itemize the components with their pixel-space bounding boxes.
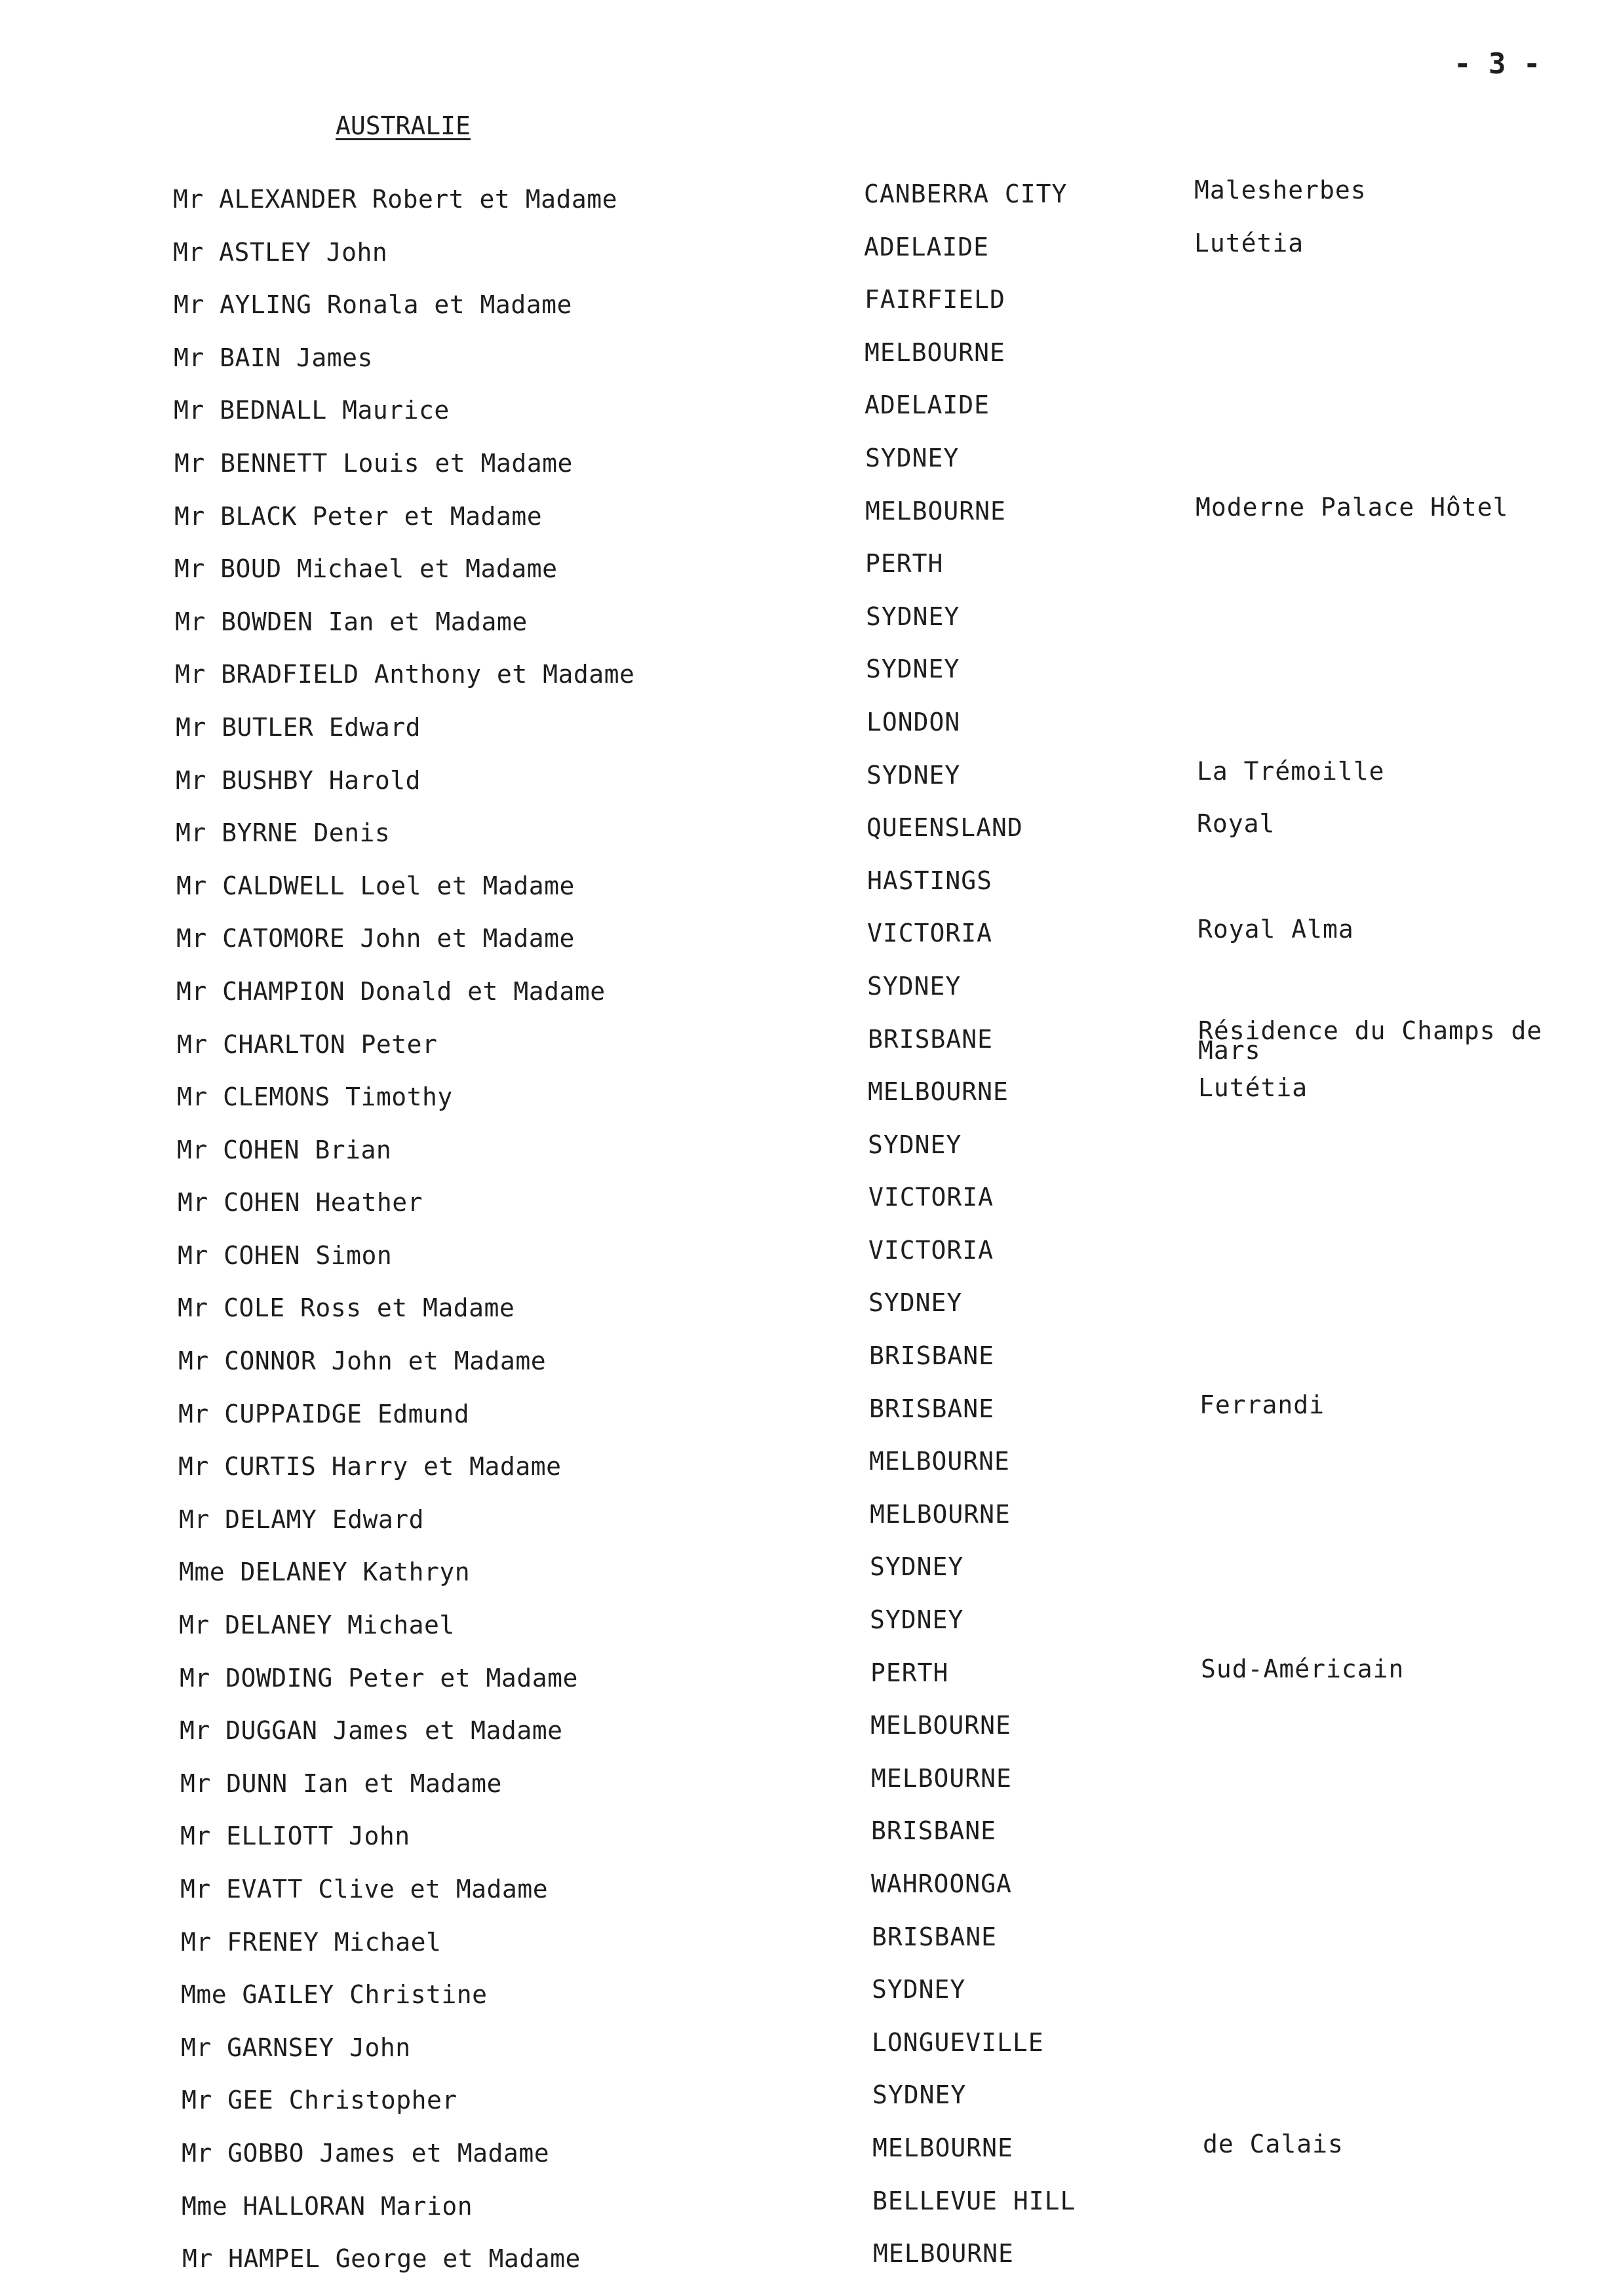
list-item [4, 1016, 1615, 1073]
guest-city: ADELAIDE [865, 391, 990, 420]
guest-city: MELBOURNE [868, 1077, 1009, 1107]
guest-city: SYDNEY [870, 1552, 964, 1582]
guest-city: SYDNEY [866, 655, 960, 684]
guest-city: BRISBANE [872, 1922, 998, 1951]
guest-name: Mr AYLING Ronala et Madame [174, 290, 572, 320]
list-item [9, 2181, 1615, 2234]
guest-hotel: Ferrandi [1199, 1390, 1325, 1419]
list-item [5, 1389, 1615, 1442]
guest-city: SYDNEY [872, 2080, 967, 2110]
list-item [7, 1759, 1615, 1812]
list-item [1, 491, 1615, 545]
list-item [8, 1970, 1615, 2023]
guest-name: Mr DUGGAN James et Madame [180, 1716, 563, 1746]
guest-city: LONDON [866, 707, 961, 737]
guest-city: MELBOURNE [872, 2133, 1013, 2162]
guest-hotel: Royal Alma [1197, 915, 1354, 944]
list-item [3, 913, 1615, 966]
guest-city: SYDNEY [868, 1130, 962, 1159]
guest-city: HASTINGS [867, 866, 993, 895]
guest-city: BRISBANE [871, 1816, 997, 1846]
guest-name: Mr CLEMONS Timothy [177, 1082, 453, 1112]
guest-city: LONGUEVILLE [872, 2027, 1044, 2057]
guest-city: VICTORIA [868, 1235, 994, 1265]
guest-city: SYDNEY [870, 1605, 964, 1635]
list-item [3, 702, 1615, 756]
guest-hotel: Moderne Palace Hôtel [1196, 492, 1509, 522]
guest-name: Mme HALLORAN Marion [182, 2191, 473, 2221]
guest-name: Mr CHARLTON Peter [177, 1029, 438, 1059]
list-item [8, 1917, 1615, 1970]
guest-name: Mr BOWDEN Ian et Madame [175, 607, 528, 636]
guest-city: FAIRFIELD [865, 285, 1005, 315]
list-item [2, 649, 1615, 702]
list-item [4, 1125, 1615, 1178]
guest-name: Mr CURTIS Harry et Madame [178, 1452, 562, 1482]
section-heading: AUSTRALIE [336, 111, 471, 140]
guest-name: Mr DOWDING Peter et Madame [180, 1663, 578, 1693]
guest-city: SYDNEY [866, 760, 961, 790]
guest-city: SYDNEY [868, 1288, 963, 1318]
guest-name: Mr CUPPAIDGE Edmund [178, 1399, 470, 1428]
guest-name: Mr COLE Ross et Madame [178, 1293, 515, 1323]
list-item [9, 2075, 1615, 2128]
guest-city: PERTH [870, 1658, 949, 1687]
guest-hotel: Sud-Américain [1201, 1654, 1405, 1683]
guest-name: Mr BAIN James [174, 343, 373, 372]
guest-name: Mr CHAMPION Donald et Madame [176, 976, 606, 1006]
guest-city: CANBERRA CITY [864, 180, 1068, 208]
guest-name: Mr BOUD Michael et Madame [174, 554, 558, 584]
list-item [1, 280, 1615, 333]
guest-name: Mr DELAMY Edward [179, 1504, 425, 1534]
guest-name: Mr GOBBO James et Madame [182, 2138, 550, 2168]
guest-name: Mr ALEXANDER Robert et Madame [173, 185, 617, 214]
list-item [5, 1442, 1615, 1495]
guest-name: Mr DELANEY Michael [179, 1611, 455, 1640]
guest-name: Mr BUSHBY Harold [176, 765, 421, 795]
guest-hotel: de Calais [1203, 2129, 1344, 2158]
guest-name: Mme DELANEY Kathryn [179, 1558, 471, 1587]
guest-list [0, 174, 1615, 2287]
guest-city: MELBOURNE [865, 496, 1006, 526]
list-item [7, 1864, 1615, 1917]
guest-city: VICTORIA [868, 1183, 994, 1212]
list-item [9, 2128, 1615, 2181]
guest-name: Mr ELLIOTT John [180, 1822, 410, 1851]
guest-name: Mr DUNN Ian et Madame [180, 1769, 502, 1798]
list-item [0, 174, 1615, 227]
guest-city: BRISBANE [869, 1341, 995, 1371]
guest-city: PERTH [865, 549, 944, 579]
guest-name: Mr EVATT Clive et Madame [180, 1875, 549, 1904]
guest-name: Mr COHEN Heather [178, 1188, 423, 1217]
list-item [3, 756, 1615, 809]
guest-name: Mr CONNOR John et Madame [178, 1347, 547, 1376]
guest-city: BRISBANE [869, 1394, 995, 1423]
list-item [0, 227, 1615, 280]
guest-city: MELBOURNE [865, 337, 1005, 367]
list-item [7, 1653, 1615, 1706]
guest-city: MELBOURNE [870, 1499, 1011, 1529]
list-item [1, 544, 1615, 597]
guest-city: ADELAIDE [864, 232, 990, 261]
guest-name: Mr BRADFIELD Anthony et Madame [175, 660, 635, 689]
list-item [1, 333, 1615, 386]
list-item [7, 1811, 1615, 1864]
list-item [8, 2023, 1615, 2076]
guest-city: BELLEVUE HILL [872, 2186, 1076, 2215]
page-number: - 3 - [1454, 47, 1541, 81]
list-item [1, 438, 1615, 491]
guest-city: SYDNEY [866, 602, 960, 631]
guest-name: Mr COHEN Simon [178, 1240, 393, 1270]
list-item [1, 385, 1615, 438]
list-item [3, 808, 1615, 861]
guest-name: Mr CALDWELL Loel et Madame [176, 871, 575, 900]
list-item [6, 1600, 1615, 1653]
guest-hotel: La Trémoille [1197, 756, 1385, 786]
list-item [7, 1706, 1615, 1759]
guest-city: MELBOURNE [873, 2239, 1014, 2268]
guest-city: QUEENSLAND [866, 813, 1023, 843]
guest-hotel: Lutétia [1194, 228, 1304, 258]
guest-name: Mr BLACK Peter et Madame [174, 501, 543, 531]
guest-name: Mr HAMPEL George et Madame [182, 2244, 581, 2274]
guest-city: MELBOURNE [871, 1763, 1012, 1793]
guest-hotel: Malesherbes [1194, 176, 1367, 204]
list-item [2, 597, 1615, 650]
list-item [3, 966, 1615, 1020]
list-item [6, 1495, 1615, 1548]
guest-name: Mr CATOMORE John et Madame [176, 924, 575, 953]
guest-name: Mr BENNETT Louis et Madame [174, 448, 573, 478]
list-item [5, 1283, 1615, 1336]
guest-city: WAHROONGA [871, 1869, 1012, 1898]
guest-name: Mr COHEN Brian [177, 1135, 392, 1164]
guest-city: SYDNEY [867, 971, 962, 1001]
list-item [5, 1231, 1615, 1284]
guest-hotel: Royal [1197, 809, 1275, 839]
guest-name: Mr BEDNALL Maurice [174, 396, 450, 425]
guest-name: Mme GAILEY Christine [181, 1980, 488, 2010]
guest-city: MELBOURNE [869, 1447, 1010, 1476]
guest-name: Mr ASTLEY John [173, 237, 388, 267]
guest-name: Mr GARNSEY John [181, 2033, 411, 2062]
guest-city: SYDNEY [865, 443, 960, 472]
guest-city: BRISBANE [868, 1024, 994, 1054]
list-item [4, 1072, 1615, 1125]
guest-city: MELBOURNE [870, 1711, 1011, 1740]
guest-city: SYDNEY [872, 1975, 966, 2004]
guest-name: Mr BYRNE Denis [176, 818, 391, 848]
list-item [9, 2234, 1615, 2287]
guest-hotel: Lutétia [1198, 1073, 1308, 1103]
list-item [5, 1336, 1615, 1389]
guest-name: Mr BUTLER Edward [176, 712, 421, 742]
list-item [6, 1547, 1615, 1600]
list-item [5, 1177, 1615, 1231]
guest-hotel: Résidence du Champs de Mars [1198, 1016, 1543, 1065]
list-item [3, 861, 1615, 914]
guest-city: VICTORIA [867, 919, 993, 948]
guest-name: Mr FRENEY Michael [181, 1927, 442, 1957]
guest-name: Mr GEE Christopher [182, 2086, 457, 2115]
